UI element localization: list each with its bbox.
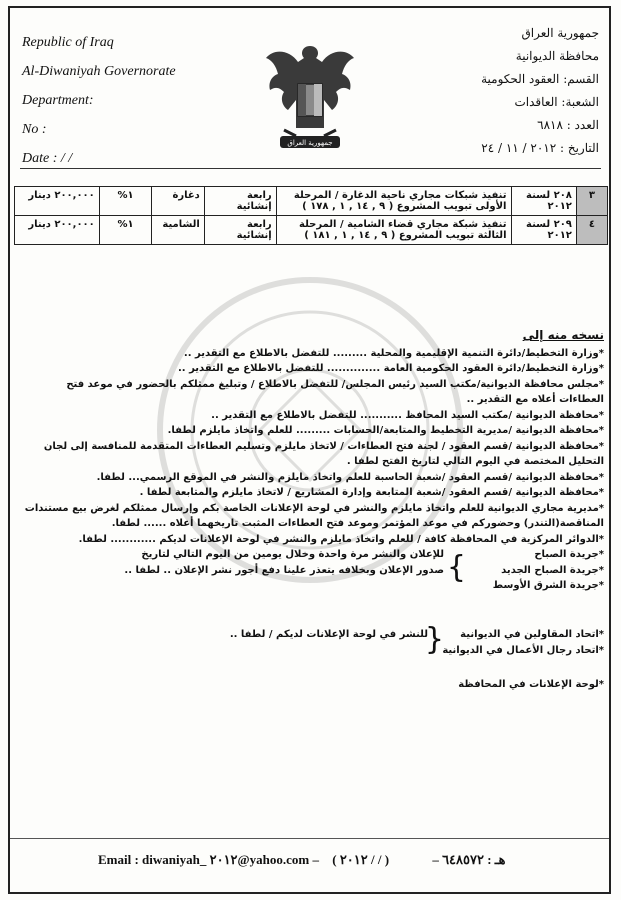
copy-recipient: *محافظة الديوانية /قسم العقود /شعبة الحاسبة للعلم واتخاذ مايلزم والنشر في الموقع الرسمي... لطفا. [96, 471, 604, 483]
union-item: *اتحاد المقاولين في الديوانية [460, 629, 604, 640]
row-description: تنفيذ شبكات مجاري ناحية الدغارة / المرحلة الأولى تبويب المشروع ( ٩ , ١٤ , ١ , ١٧٨ ) [276, 187, 511, 216]
row-description: تنفيذ شبكة مجاري قضاء الشامية / المرحلة الثالثة تبويب المشروع ( ٩ , ١٤ , ١ , ١٨١ ) [276, 216, 511, 245]
copy-recipient: *وزارة التخطيط/دائرة التنمية الإقليمية والمحلية ......... للتفضل بالاطلاع مع التقدير .. [183, 347, 604, 359]
copy-recipient: *مديرية مجاري الديوانية للعلم واتخاذ مايلزم والنشر في لوحة الإعلانات الخاصة بكم وإرسال ممثلكم لغرض بيع مستندات المناقصة(التندر) وحضوركم في موعد المؤتمر وموعد فتح العطاءات المثبت تاريخهما أعلاه ...... لطفا. [24, 502, 604, 529]
newspapers-list [493, 547, 604, 594]
footer-divider [10, 838, 609, 839]
copy-recipient: *محافظة الديوانية /مكتب السيد المحافظ ........... للتفضل بالاطلاع مع التقدير .. [211, 409, 604, 421]
copy-recipient: *محافظة الديوانية /قسم العقود /شعبة المتابعة وإدارة المشاريع / لاتخاذ مايلزم والمتابعة لطفا . [139, 487, 604, 498]
row-year: ٢٠٩ لسنة ٢٠١٢ [511, 216, 576, 245]
header-ar-number: العدد : ٦٨١٨ [537, 118, 599, 132]
unions-group [18, 622, 604, 657]
header-ar-date: التاريخ : ٢٠١٢ / ١١ / ٢٤ [481, 141, 599, 155]
footer-phone: هـ : ٦٤٨٥٧٢ – [432, 852, 506, 867]
iraq-eagle-emblem-icon [262, 40, 358, 160]
header-date: Date : / / [22, 151, 73, 166]
copy-recipient: *الدوائر المركزية في المحافظة كافة / للعلم واتخاذ مايلزم والنشر في لوحة الإعلانات لديكم ............ لطفا. [78, 533, 604, 545]
header-english [22, 28, 176, 173]
copy-recipient: *مجلس محافظة الديوانية/مكتب السيد رئيس المجلس/ للتفضل بالاطلاع / وتبليغ ممثلكم بالحضور في موعد فتح العطاءات أعلاه مع التقدير .. [66, 378, 604, 405]
header-governorate: Al-Diwaniyah Governorate [22, 64, 176, 79]
row-class: رابعة إنشائية [204, 187, 276, 216]
row-place: الشامية [152, 216, 205, 245]
unions-note: للنشر في لوحة الإعلانات لديكم / لطفا .. [229, 629, 428, 640]
header-ar-department: القسم: العقود الحكومية [481, 72, 599, 86]
header-divider [20, 168, 601, 169]
row-class: رابعة إنشائية [204, 216, 276, 245]
row-year: ٢٠٨ لسنة ٢٠١٢ [511, 187, 576, 216]
header-department: Department: [22, 93, 94, 108]
newspaper-item: *جريدة الصباح [534, 549, 604, 560]
copies-title: نسخه منه إلى [522, 328, 604, 342]
newspaper-item: *جريدة الشرق الأوسط [492, 580, 604, 591]
row-amount: ٢٠٠,٠٠٠ دينار [15, 216, 100, 245]
header-arabic [481, 22, 599, 160]
row-amount: ٢٠٠,٠٠٠ دينار [15, 187, 100, 216]
emblem-caption: جمهورية العراق [287, 139, 333, 147]
union-item: *اتحاد رجال الأعمال في الديوانية [442, 644, 604, 656]
table-row [15, 216, 608, 245]
copy-recipient: *محافظة الديوانية /قسم العقود / لجنة فتح العطاءات / لاتخاذ مايلزم وتسليم العطاءات المتقدمة للمنافسة إلى لجان التحليل المختصة في اليوم التالي لتاريخ الفتح لطفا . [43, 440, 604, 467]
header-number: No : [22, 122, 47, 137]
row-percent: ١% [99, 216, 152, 245]
footer-email: Email : diwaniyah_ ٢٠١٢@yahoo.com – [98, 852, 319, 867]
header-country: Republic of Iraq [22, 35, 114, 50]
header-ar-governorate: محافظة الديوانية [515, 49, 599, 63]
board-recipient: *لوحة الإعلانات في المحافظة [458, 679, 604, 690]
projects-table [14, 186, 608, 245]
copy-recipient: *محافظة الديوانية /مديرية التخطيط والمتابعة/الحسابات ......... للعلم واتخاذ مايلزم لطفا. [167, 425, 604, 436]
brace-icon: } [446, 550, 466, 585]
unions-list [442, 627, 604, 658]
row-percent: ١% [99, 187, 152, 216]
footer [98, 852, 505, 868]
header-ar-section: الشعبة: العاقدات [514, 95, 599, 109]
header-ar-country: جمهورية العراق [521, 26, 599, 40]
newspapers-group [18, 547, 604, 597]
row-place: دغارة [152, 187, 205, 216]
brace-icon: { [424, 622, 444, 657]
copy-recipient: *وزارة التخطيط/دائرة العقود الحكومية العامة .............. للتفضل بالاطلاع مع التقدير .. [178, 363, 604, 374]
row-number: ٤ [576, 216, 607, 245]
newspapers-note: للإعلان والنشر مرة واحدة وخلال يومين من اليوم التالي لتاريخ صدور الإعلان وبخلافه يتعذر علينا دفع أجور نشر الإعلان .. لطفا .. [124, 549, 444, 576]
copies-list [18, 328, 604, 693]
table-row [15, 187, 608, 216]
newspaper-item: *جريدة الصباح الجديد [501, 564, 604, 576]
footer-date: ( ٢٠١٢ / / ) [332, 852, 390, 867]
row-number: ٣ [576, 187, 607, 216]
